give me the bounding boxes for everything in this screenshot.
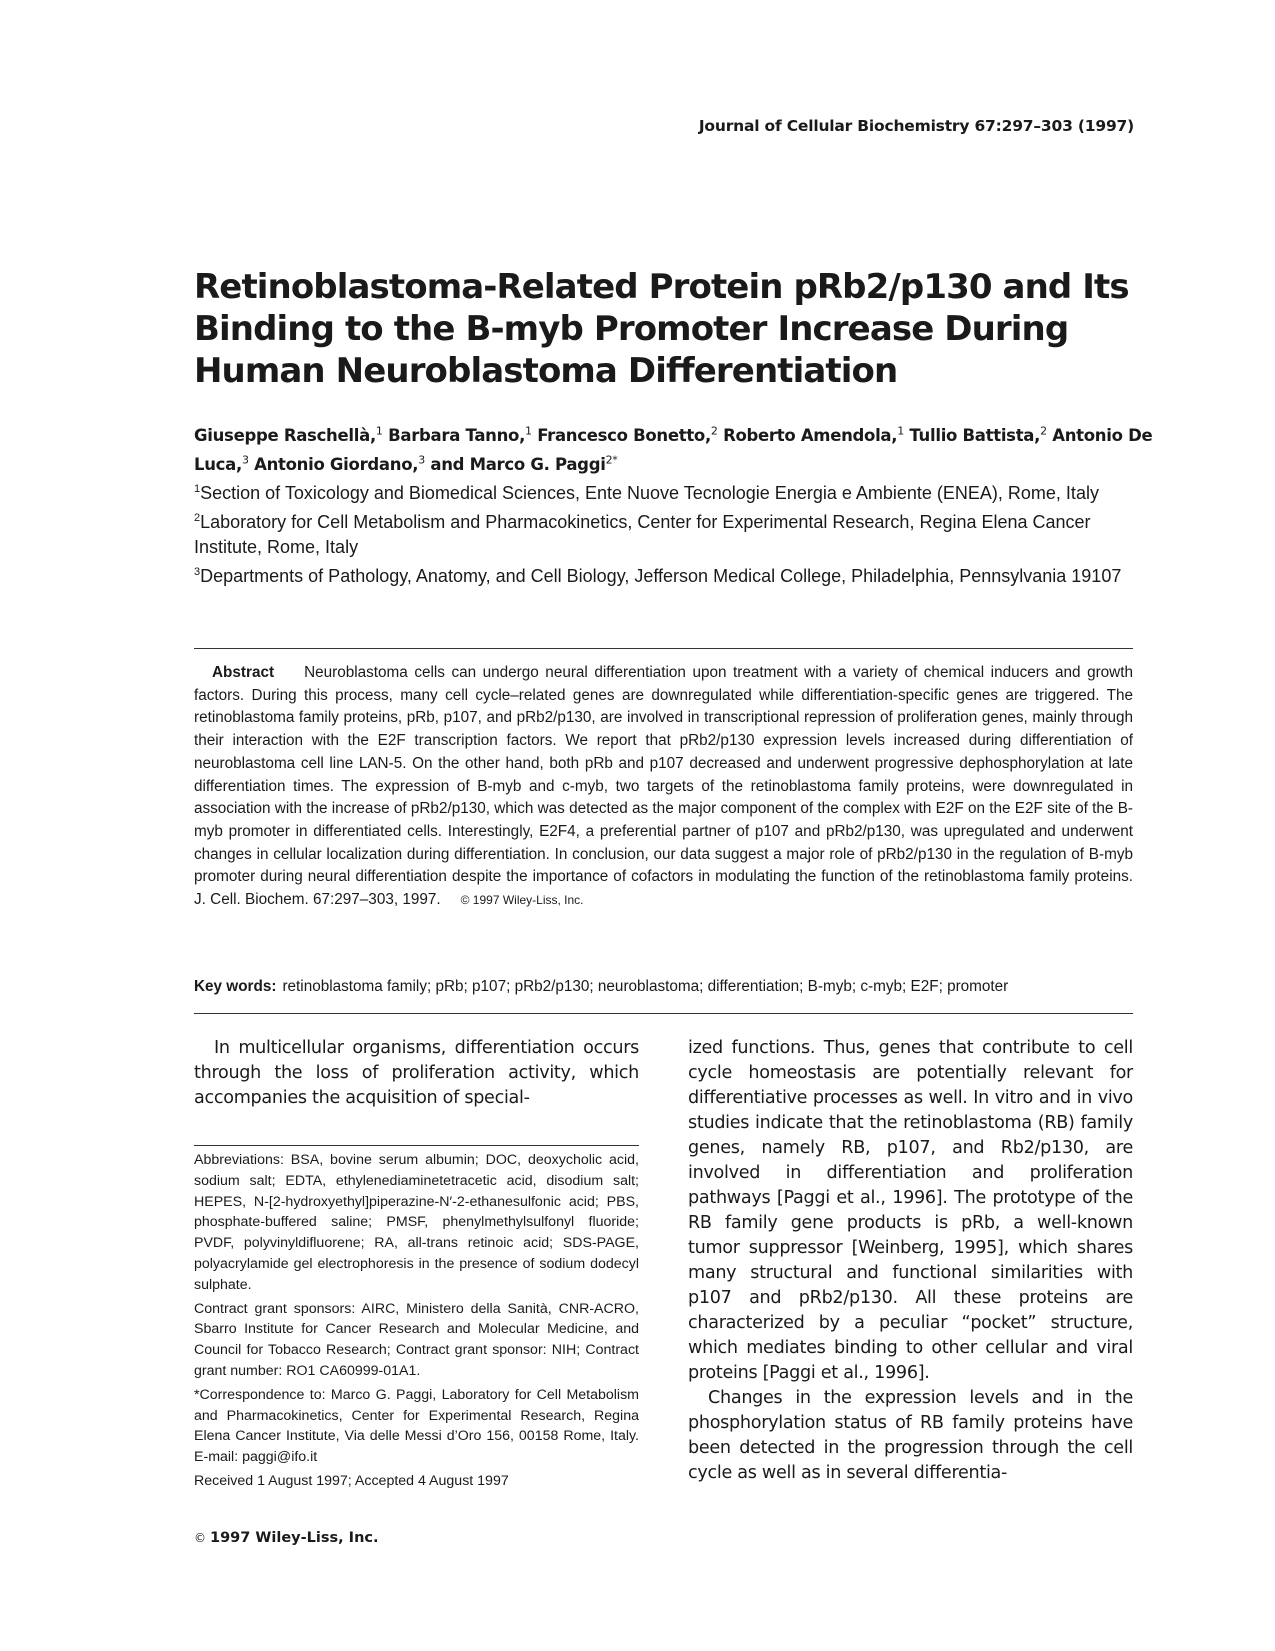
- divider: [194, 1013, 1133, 1014]
- keywords: [194, 978, 1154, 996]
- received-note: Received 1 August 1997; Accepted 4 August 1997: [194, 1472, 509, 1489]
- body-paragraph: In multicellular organisms, differentiation occurs through the loss of proliferation activity, which accompanies the acquisition of special-: [194, 1038, 639, 1108]
- body-column-right: [688, 1036, 1133, 1486]
- paper-title: Retinoblastoma-Related Protein pRb2/p130 and Its Binding to the B-myb Promoter Increase During Human Neuroblastoma Differentiation: [194, 267, 1129, 391]
- author: Tullio Battista,$^2$: [909, 424, 1047, 445]
- author: and Marco G. Paggi$^{2*}$: [430, 453, 618, 474]
- journal-citation: Journal of Cellular Biochemistry 67:297–303 (1997): [698, 117, 1134, 135]
- sponsors-note: Contract grant sponsors: AIRC, Ministero della Sanità, CNR-ACRO, Sbarro Institute for Cancer Research and Molecular Medicine, and Council for Tobacco Research; Contract grant sponsor: NIH; Contract grant number: RO1 CA60999-01A1.: [194, 1300, 639, 1379]
- author-list: [194, 418, 1154, 477]
- abstract-text: Neuroblastoma cells can undergo neural differentiation upon treatment with a variety of chemical inducers and growth factors. During this process, many cell cycle–related genes are downregulated while differentiation-specific genes are triggered. The retinoblastoma family proteins, pRb, p107, and pRb2/p130, are involved in transcriptional repression of proliferation genes, mainly through their interaction with the E2F transcription factors. We report that pRb2/p130 expression levels increased during differentiation of neuroblastoma cell line LAN-5. On the other hand, both pRb and p107 decreased and underwent progressive dephosphorylation at late differentiation times. The expression of B-myb and c-myb, two targets of the retinoblastoma family proteins, were downregulated in association with the increase of pRb2/p130, which was detected as the major component of the complex with E2F on the E2F site of the B-myb promoter in differentiated cells. Interestingly, E2F4, a preferential partner of p107 and pRb2/p130, was upregulated and underwent changes in cellular localization during differentiation. In conclusion, our data suggest a major role of pRb2/p130 in the regulation of B-myb promoter during neural differentiation despite the importance of cofactors in modulating the function of the retinoblastoma family proteins. J. Cell. Biochem. 67:297–303, 1997.: [194, 664, 1133, 909]
- body-paragraph: Changes in the expression levels and in the phosphorylation status of RB family proteins have been detected in the progression through the cell cycle as well as in several differentia-: [688, 1388, 1133, 1483]
- affiliation: $^2$Laboratory for Cell Metabolism and Pharmacokinetics, Center for Experimental Research, Regina Elena Cancer Institute, Rome, Italy: [194, 512, 1091, 557]
- author: Francesco Bonetto,$^2$: [537, 424, 718, 445]
- footnote-divider: [194, 1145, 639, 1146]
- author: Barbara Tanno,$^1$: [388, 424, 532, 445]
- affiliations: [194, 477, 1154, 589]
- affiliation: $^1$Section of Toxicology and Biomedical Sciences, Ente Nuove Tecnologie Energia e Ambiente (ENEA), Rome, Italy: [194, 483, 1099, 503]
- body-paragraph: ized functions. Thus, genes that contribute to cell cycle homeostasis are potentially relevant for differentiative processes as well. In vitro and in vivo studies indicate that the retinoblastoma (RB) family genes, namely RB, p107, and Rb2/p130, are involved in differentiation and proliferation pathways [Paggi et al., 1996]. The prototype of the RB family gene products is pRb, a well-known tumor suppressor [Weinberg, 1995], which shares many structural and functional similarities with p107 and pRb2/p130. All these proteins are characterized by a peculiar “pocket” structure, which mediates binding to other cellular and viral proteins [Paggi et al., 1996].: [688, 1038, 1133, 1383]
- author: Giuseppe Raschellà,$^1$: [194, 424, 383, 445]
- abstract: [194, 662, 1133, 912]
- divider: [194, 648, 1133, 649]
- affiliation: $^3$Departments of Pathology, Anatomy, and Cell Biology, Jefferson Medical College, Philadelphia, Pennsylvania 19107: [194, 566, 1122, 586]
- abstract-label: Abstract: [212, 664, 275, 681]
- abstract-copyright: © 1997 Wiley-Liss, Inc.: [460, 893, 584, 908]
- abbreviations-note: Abbreviations: BSA, bovine serum albumin; DOC, deoxycholic acid, sodium salt; EDTA, ethylenediaminetetracetic acid, disodium salt; HEPES, N-[2-hydroxyethyl]piperazine-N′-2-ethanesulfonic acid; PBS, phosphate-buffered saline; PMSF, phenylmethylsulfonyl fluoride; PVDF, polyvinyldifluorene; RA, all-trans retinoic acid; SDS-PAGE, polyacrylamide gel electrophoresis in the presence of sodium dodecyl sulphate.: [194, 1152, 639, 1293]
- author: Antonio Giordano,$^3$: [254, 453, 425, 474]
- footnotes: [194, 1150, 639, 1495]
- body-column-left: [194, 1036, 639, 1111]
- copyright-symbol: ©: [194, 1531, 206, 1545]
- keywords-text: retinoblastoma family; pRb; p107; pRb2/p130; neuroblastoma; differentiation; B-myb; c-myb; E2F; promoter: [282, 978, 1009, 995]
- author: Antonio De Luca,$^3$: [194, 425, 1153, 474]
- keywords-label: Key words:: [194, 978, 277, 995]
- footer-copyright: © 1997 Wiley-Liss, Inc.: [194, 1530, 379, 1546]
- author: Roberto Amendola,$^1$: [723, 424, 904, 445]
- correspondence-note: *Correspondence to: Marco G. Paggi, Laboratory for Cell Metabolism and Pharmacokinetics, Center for Experimental Research, Regina Elena Cancer Institute, Via delle Messi d’Oro 156, 00158 Rome, Italy. E-mail: paggi@ifo.it: [194, 1386, 639, 1466]
